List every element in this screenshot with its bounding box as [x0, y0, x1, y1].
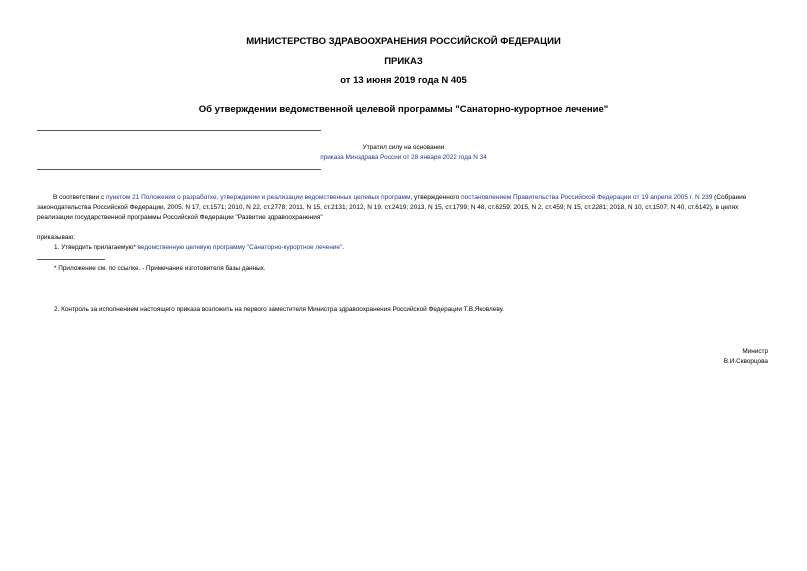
doc-type-heading: ПРИКАЗ — [384, 56, 423, 67]
program-link[interactable]: ведомственную целевую программу "Санаторно-курортное лечение" — [137, 244, 343, 251]
signature-name: В.И.Скворцова — [723, 358, 768, 365]
footnote-separator — [37, 259, 105, 260]
order-item-1 — [54, 243, 344, 253]
footnote-text: * Приложение см. по ссылке. - Примечание изготовителя базы данных. — [54, 265, 266, 272]
item1-end: . — [342, 244, 345, 251]
preamble-text-3: (Собрание законодательства Российской Федерации, 2005, N 17, ст.1571; 2010, N 22, ст.2778; 2011, N 15, ст.2131; 2012, N 19, ст.2419; 2013, N 15, ст.1799; N 48, ст.6259; 2015, N 2, ст.459; N 15, ст.2281; 2018, N 10, ст.1507; N 40, ст.6142), в целях реализации государственной программы Российской Федерации "Развитие здравоохранения" — [37, 194, 747, 221]
ministry-heading: МИНИСТЕРСТВО ЗДРАВООХРАНЕНИЯ РОССИЙСКОЙ ФЕДЕРАЦИИ — [246, 36, 561, 47]
signature-position: Министр — [742, 348, 768, 355]
document-title: Об утверждении ведомственной целевой программы "Санаторно-курортное лечение" — [198, 104, 609, 115]
status-link[interactable]: приказа Минздрава России от 28 января 2022 года N 34 — [320, 154, 487, 161]
separator-top — [37, 130, 321, 131]
separator-bottom — [37, 169, 321, 170]
preamble-link-decree[interactable]: постановлением Правительства Российской Федерации от 19 апреля 2005 г. N 239 — [461, 194, 713, 201]
date-number-heading: от 13 июня 2019 года N 405 — [340, 75, 467, 86]
preamble-text-2: , утвержденного — [410, 194, 462, 201]
preamble-text-1: В соответствии с — [53, 194, 107, 201]
prikazyvayu-text: приказываю: — [37, 234, 75, 241]
preamble-link-regulation[interactable]: пунктом 21 Положения о разработке, утверждении и реализации ведомственных целевых программ — [106, 194, 411, 201]
status-line: Утратил силу на основании — [362, 144, 445, 151]
item1-text: 1. Утвердить прилагаемую* — [54, 244, 138, 251]
preamble-paragraph — [37, 193, 767, 223]
order-item-2: 2. Контроль за исполнением настоящего приказа возложить на первого заместителя Министра здравоохранения Российской Федерации Т.В.Яковлеву. — [54, 306, 504, 313]
